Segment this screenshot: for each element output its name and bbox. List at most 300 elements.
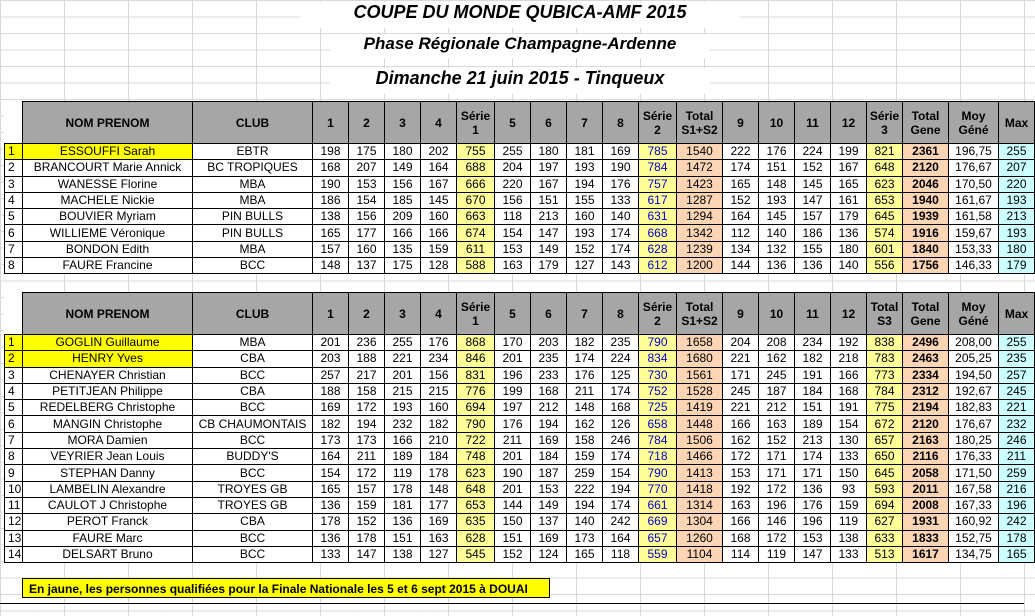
cell-serie2: 785 [639,144,677,160]
cell-total-s1s2: 1304 [677,514,723,530]
cell-g3: 181 [385,497,421,513]
cell-rank: 5 [5,209,23,225]
cell-g10: 151 [759,160,795,176]
cell-g4: 167 [421,176,457,192]
cell-total-s1s2: 1680 [677,351,723,367]
cell-g4: 145 [421,192,457,208]
cell-max: 213 [999,209,1035,225]
cell-moyenne: 192,67 [949,383,999,399]
cell-g7: 193 [567,225,603,241]
cell-g12: 130 [831,432,867,448]
cell-g2: 211 [349,449,385,465]
cell-moyenne: 146,33 [949,258,999,274]
cell-g12: 136 [831,225,867,241]
cell-g7: 165 [567,546,603,562]
cell-g11: 145 [795,176,831,192]
cell-name: REDELBERG Christophe [23,400,193,416]
header-total-gene: Total Gene [903,293,949,335]
cell-g5: 170 [495,335,531,351]
cell-club: MBA [193,241,313,257]
header-moyenne: Moy Géné [949,102,999,144]
cell-g6: 212 [531,400,567,416]
cell-g6: 149 [531,497,567,513]
cell-moyenne: 194,50 [949,367,999,383]
cell-name: FAURE Francine [23,258,193,274]
cell-max: 216 [999,481,1035,497]
cell-g11: 147 [795,192,831,208]
divider [0,603,1024,604]
cell-club: BCC [193,546,313,562]
cell-rank: 8 [5,449,23,465]
cell-rank: 7 [5,432,23,448]
cell-g6: 197 [531,160,567,176]
cell-max: 220 [999,176,1035,192]
cell-g11: 196 [795,514,831,530]
cell-g6: 180 [531,144,567,160]
header-g3: 3 [385,293,421,335]
cell-g11: 189 [795,416,831,432]
cell-serie2: 752 [639,383,677,399]
cell-g10: 171 [759,449,795,465]
cell-total-s1s2: 1294 [677,209,723,225]
cell-total-gene: 2312 [903,383,949,399]
cell-club: MBA [193,176,313,192]
cell-g5: 152 [495,546,531,562]
cell-g5: 156 [495,192,531,208]
header-club: CLUB [193,293,313,335]
cell-name: WANESSE Florine [23,176,193,192]
cell-g11: 213 [795,432,831,448]
header-g2: 2 [349,102,385,144]
cell-name: DELSART Bruno [23,546,193,562]
cell-g9: 165 [723,176,759,192]
table-row [5,176,1035,192]
cell-g9: 172 [723,449,759,465]
cell-g11: 182 [795,351,831,367]
header-serie2: Série 2 [639,293,677,335]
cell-g11: 234 [795,335,831,351]
header-g11: 11 [795,102,831,144]
cell-serie3: 648 [867,160,903,176]
cell-rank: 14 [5,546,23,562]
cell-g2: 152 [349,514,385,530]
cell-g7: 259 [567,465,603,481]
cell-serie3: 784 [867,383,903,399]
cell-serie1: 623 [457,465,495,481]
cell-g4: 166 [421,225,457,241]
header-g6: 6 [531,293,567,335]
cell-name: CHENAYER Christian [23,367,193,383]
cell-g2: 160 [349,241,385,257]
cell-g5: 197 [495,400,531,416]
cell-g4: 210 [421,432,457,448]
cell-serie1: 674 [457,225,495,241]
cell-g11: 224 [795,144,831,160]
header-g5: 5 [495,102,531,144]
cell-g8: 143 [603,258,639,274]
header-g2: 2 [349,293,385,335]
table-row [5,514,1035,530]
cell-g7: 148 [567,400,603,416]
cell-serie1: 588 [457,258,495,274]
cell-max: 221 [999,400,1035,416]
cell-g12: 191 [831,400,867,416]
cell-g4: 148 [421,481,457,497]
cell-g2: 207 [349,160,385,176]
cell-total-s1s2: 1418 [677,481,723,497]
cell-name: PEROT Franck [23,514,193,530]
cell-total-s1s2: 1472 [677,160,723,176]
table-row [5,400,1035,416]
table-row [5,144,1035,160]
cell-g8: 174 [603,241,639,257]
cell-g3: 215 [385,383,421,399]
cell-rank: 3 [5,176,23,192]
cell-total-s1s2: 1540 [677,144,723,160]
cell-g4: 182 [421,416,457,432]
table-header-row [5,293,1035,335]
cell-serie3: 650 [867,449,903,465]
cell-g7: 162 [567,416,603,432]
cell-g2: 172 [349,400,385,416]
cell-name: MORA Damien [23,432,193,448]
table-row [5,530,1035,546]
cell-total-s1s2: 1239 [677,241,723,257]
cell-g5: 151 [495,530,531,546]
cell-moyenne: 176,67 [949,416,999,432]
table-header-row [5,102,1035,144]
cell-g3: 178 [385,481,421,497]
cell-g6: 167 [531,176,567,192]
cell-g7: 152 [567,241,603,257]
cell-g1: 203 [313,351,349,367]
cell-rank: 13 [5,530,23,546]
cell-total-s1s2: 1448 [677,416,723,432]
cell-total-gene: 1756 [903,258,949,274]
cell-g10: 148 [759,176,795,192]
cell-total-gene: 2116 [903,449,949,465]
cell-max: 193 [999,225,1035,241]
cell-club: CBA [193,351,313,367]
cell-g9: 174 [723,160,759,176]
cell-g12: 140 [831,258,867,274]
cell-g9: 144 [723,258,759,274]
cell-g5: 118 [495,209,531,225]
cell-rank: 4 [5,192,23,208]
cell-name: PETITJEAN Philippe [23,383,193,399]
cell-g2: 147 [349,546,385,562]
cell-serie1: 846 [457,351,495,367]
cell-g8: 174 [603,383,639,399]
cell-max: 211 [999,449,1035,465]
header-g9: 9 [723,293,759,335]
cell-g9: 134 [723,241,759,257]
cell-g12: 218 [831,351,867,367]
cell-total-s1s2: 1342 [677,225,723,241]
cell-g9: 162 [723,432,759,448]
cell-total-gene: 2120 [903,160,949,176]
cell-serie2: 784 [639,160,677,176]
cell-g9: 112 [723,225,759,241]
cell-serie3: 593 [867,481,903,497]
cell-serie2: 661 [639,497,677,513]
cell-club: BCC [193,432,313,448]
header-name: NOM PRENOM [23,102,193,144]
cell-name: ESSOUFFI Sarah [23,144,193,160]
cell-serie2: 757 [639,176,677,192]
header-g1: 1 [313,102,349,144]
cell-serie1: 663 [457,209,495,225]
cell-name: LAMBELIN Alexandre [23,481,193,497]
cell-g4: 177 [421,497,457,513]
cell-club: CB CHAUMONTAIS [193,416,313,432]
cell-g6: 179 [531,258,567,274]
cell-moyenne: 205,25 [949,351,999,367]
cell-serie2: 559 [639,546,677,562]
cell-g12: 167 [831,160,867,176]
cell-g12: 161 [831,192,867,208]
cell-g7: 155 [567,192,603,208]
cell-g9: 166 [723,416,759,432]
results-table-ladies [4,101,1035,274]
cell-g1: 173 [313,432,349,448]
main-title: COUPE DU MONDE QUBICA-AMF 2015 [300,2,740,28]
cell-serie1: 653 [457,497,495,513]
cell-g11: 174 [795,449,831,465]
cell-total-gene: 2058 [903,465,949,481]
cell-total-s1s2: 1658 [677,335,723,351]
cell-g5: 211 [495,432,531,448]
cell-rank: 2 [5,160,23,176]
cell-club: BCC [193,400,313,416]
cell-g1: 182 [313,416,349,432]
cell-serie3: 645 [867,465,903,481]
cell-rank: 2 [5,351,23,367]
cell-serie3: 645 [867,209,903,225]
cell-g1: 157 [313,241,349,257]
table-row [5,432,1035,448]
cell-club: BC TROPIQUES [193,160,313,176]
cell-serie3: 627 [867,514,903,530]
cell-serie3: 694 [867,497,903,513]
table-row [5,209,1035,225]
cell-g5: 163 [495,258,531,274]
cell-g10: 172 [759,530,795,546]
cell-max: 246 [999,432,1035,448]
cell-max: 180 [999,241,1035,257]
cell-moyenne: 182,83 [949,400,999,416]
cell-g8: 133 [603,192,639,208]
cell-g2: 194 [349,416,385,432]
table-row [5,449,1035,465]
cell-g9: 114 [723,546,759,562]
cell-total-gene: 2496 [903,335,949,351]
cell-g4: 215 [421,383,457,399]
cell-g5: 220 [495,176,531,192]
cell-club: BCC [193,465,313,481]
cell-g6: 169 [531,530,567,546]
cell-g3: 232 [385,416,421,432]
cell-g4: 234 [421,351,457,367]
cell-rank: 3 [5,367,23,383]
cell-g1: 198 [313,144,349,160]
cell-name: STEPHAN Danny [23,465,193,481]
cell-g10: 172 [759,481,795,497]
cell-g4: 176 [421,335,457,351]
cell-g2: 158 [349,383,385,399]
cell-moyenne: 171,50 [949,465,999,481]
cell-total-s1s2: 1314 [677,497,723,513]
cell-serie2: 718 [639,449,677,465]
cell-g11: 136 [795,258,831,274]
cell-g8: 174 [603,497,639,513]
cell-g8: 235 [603,335,639,351]
cell-g10: 119 [759,546,795,562]
header-g3: 3 [385,102,421,144]
cell-rank: 6 [5,416,23,432]
cell-serie3: 513 [867,546,903,562]
cell-g11: 155 [795,241,831,257]
header-g10: 10 [759,102,795,144]
cell-moyenne: 134,75 [949,546,999,562]
cell-total-s1s2: 1423 [677,176,723,192]
cell-club: MBA [193,192,313,208]
cell-g10: 136 [759,258,795,274]
cell-g1: 136 [313,497,349,513]
cell-g5: 144 [495,497,531,513]
header-g11: 11 [795,293,831,335]
cell-total-gene: 1617 [903,546,949,562]
cell-g1: 165 [313,225,349,241]
cell-max: 178 [999,530,1035,546]
cell-g4: 160 [421,400,457,416]
cell-g8: 164 [603,530,639,546]
cell-g5: 196 [495,367,531,383]
cell-serie3: 556 [867,258,903,274]
cell-g3: 166 [385,225,421,241]
cell-club: MBA [193,335,313,351]
cell-max: 165 [999,546,1035,562]
cell-total-gene: 2008 [903,497,949,513]
cell-g12: 168 [831,383,867,399]
cell-g6: 203 [531,335,567,351]
cell-rank: 10 [5,481,23,497]
cell-g3: 156 [385,176,421,192]
cell-g4: 164 [421,160,457,176]
cell-g10: 162 [759,351,795,367]
cell-name: HENRY Yves [23,351,193,367]
cell-g1: 164 [313,449,349,465]
cell-g6: 168 [531,383,567,399]
cell-rank: 11 [5,497,23,513]
cell-g10: 196 [759,497,795,513]
cell-club: CBA [193,514,313,530]
cell-name: BOUVIER Myriam [23,209,193,225]
cell-g6: 194 [531,416,567,432]
cell-g12: 150 [831,465,867,481]
cell-serie1: 635 [457,514,495,530]
cell-g6: 187 [531,465,567,481]
cell-g11: 191 [795,367,831,383]
cell-total-gene: 1939 [903,209,949,225]
cell-rank: 6 [5,225,23,241]
cell-serie1: 722 [457,432,495,448]
cell-g7: 140 [567,514,603,530]
table-row [5,481,1035,497]
cell-g9: 221 [723,351,759,367]
cell-g11: 176 [795,497,831,513]
header-serie1: Série 1 [457,293,495,335]
cell-club: BUDDY'S [193,449,313,465]
cell-serie2: 617 [639,192,677,208]
cell-club: TROYES GB [193,497,313,513]
cell-g3: 136 [385,514,421,530]
cell-g2: 172 [349,465,385,481]
table-row [5,241,1035,257]
cell-serie2: 790 [639,465,677,481]
cell-g11: 157 [795,209,831,225]
cell-g2: 175 [349,144,385,160]
cell-serie3: 838 [867,335,903,351]
cell-serie3: 773 [867,367,903,383]
cell-serie1: 790 [457,416,495,432]
cell-g6: 233 [531,367,567,383]
cell-g6: 169 [531,432,567,448]
cell-serie3: 574 [867,225,903,241]
cell-g10: 171 [759,465,795,481]
table-row [5,416,1035,432]
cell-max: 257 [999,367,1035,383]
cell-serie1: 666 [457,176,495,192]
cell-total-s1s2: 1419 [677,400,723,416]
cell-moyenne: 161,67 [949,192,999,208]
cell-g11: 153 [795,530,831,546]
cell-max: 255 [999,144,1035,160]
table-row [5,497,1035,513]
cell-g4: 127 [421,546,457,562]
cell-g7: 158 [567,432,603,448]
cell-serie2: 658 [639,416,677,432]
cell-serie1: 748 [457,449,495,465]
header-g5: 5 [495,293,531,335]
cell-g3: 255 [385,335,421,351]
header-total-s1s2: Total S1+S2 [677,293,723,335]
cell-max: 255 [999,335,1035,351]
header-g7: 7 [567,102,603,144]
cell-g3: 193 [385,400,421,416]
table-row [5,546,1035,562]
cell-g1: 136 [313,530,349,546]
cell-g2: 154 [349,192,385,208]
cell-g1: 186 [313,192,349,208]
cell-g1: 165 [313,481,349,497]
cell-total-gene: 2120 [903,416,949,432]
cell-serie2: 725 [639,400,677,416]
cell-g7: 176 [567,367,603,383]
cell-max: 259 [999,465,1035,481]
cell-g3: 175 [385,258,421,274]
cell-g1: 133 [313,546,349,562]
cell-g9: 163 [723,497,759,513]
cell-name: FAURE Marc [23,530,193,546]
cell-serie3: 633 [867,530,903,546]
cell-g4: 178 [421,465,457,481]
cell-g7: 211 [567,383,603,399]
cell-serie2: 668 [639,225,677,241]
cell-g1: 178 [313,514,349,530]
header-serie1: Série 1 [457,102,495,144]
cell-total-s1s2: 1506 [677,432,723,448]
